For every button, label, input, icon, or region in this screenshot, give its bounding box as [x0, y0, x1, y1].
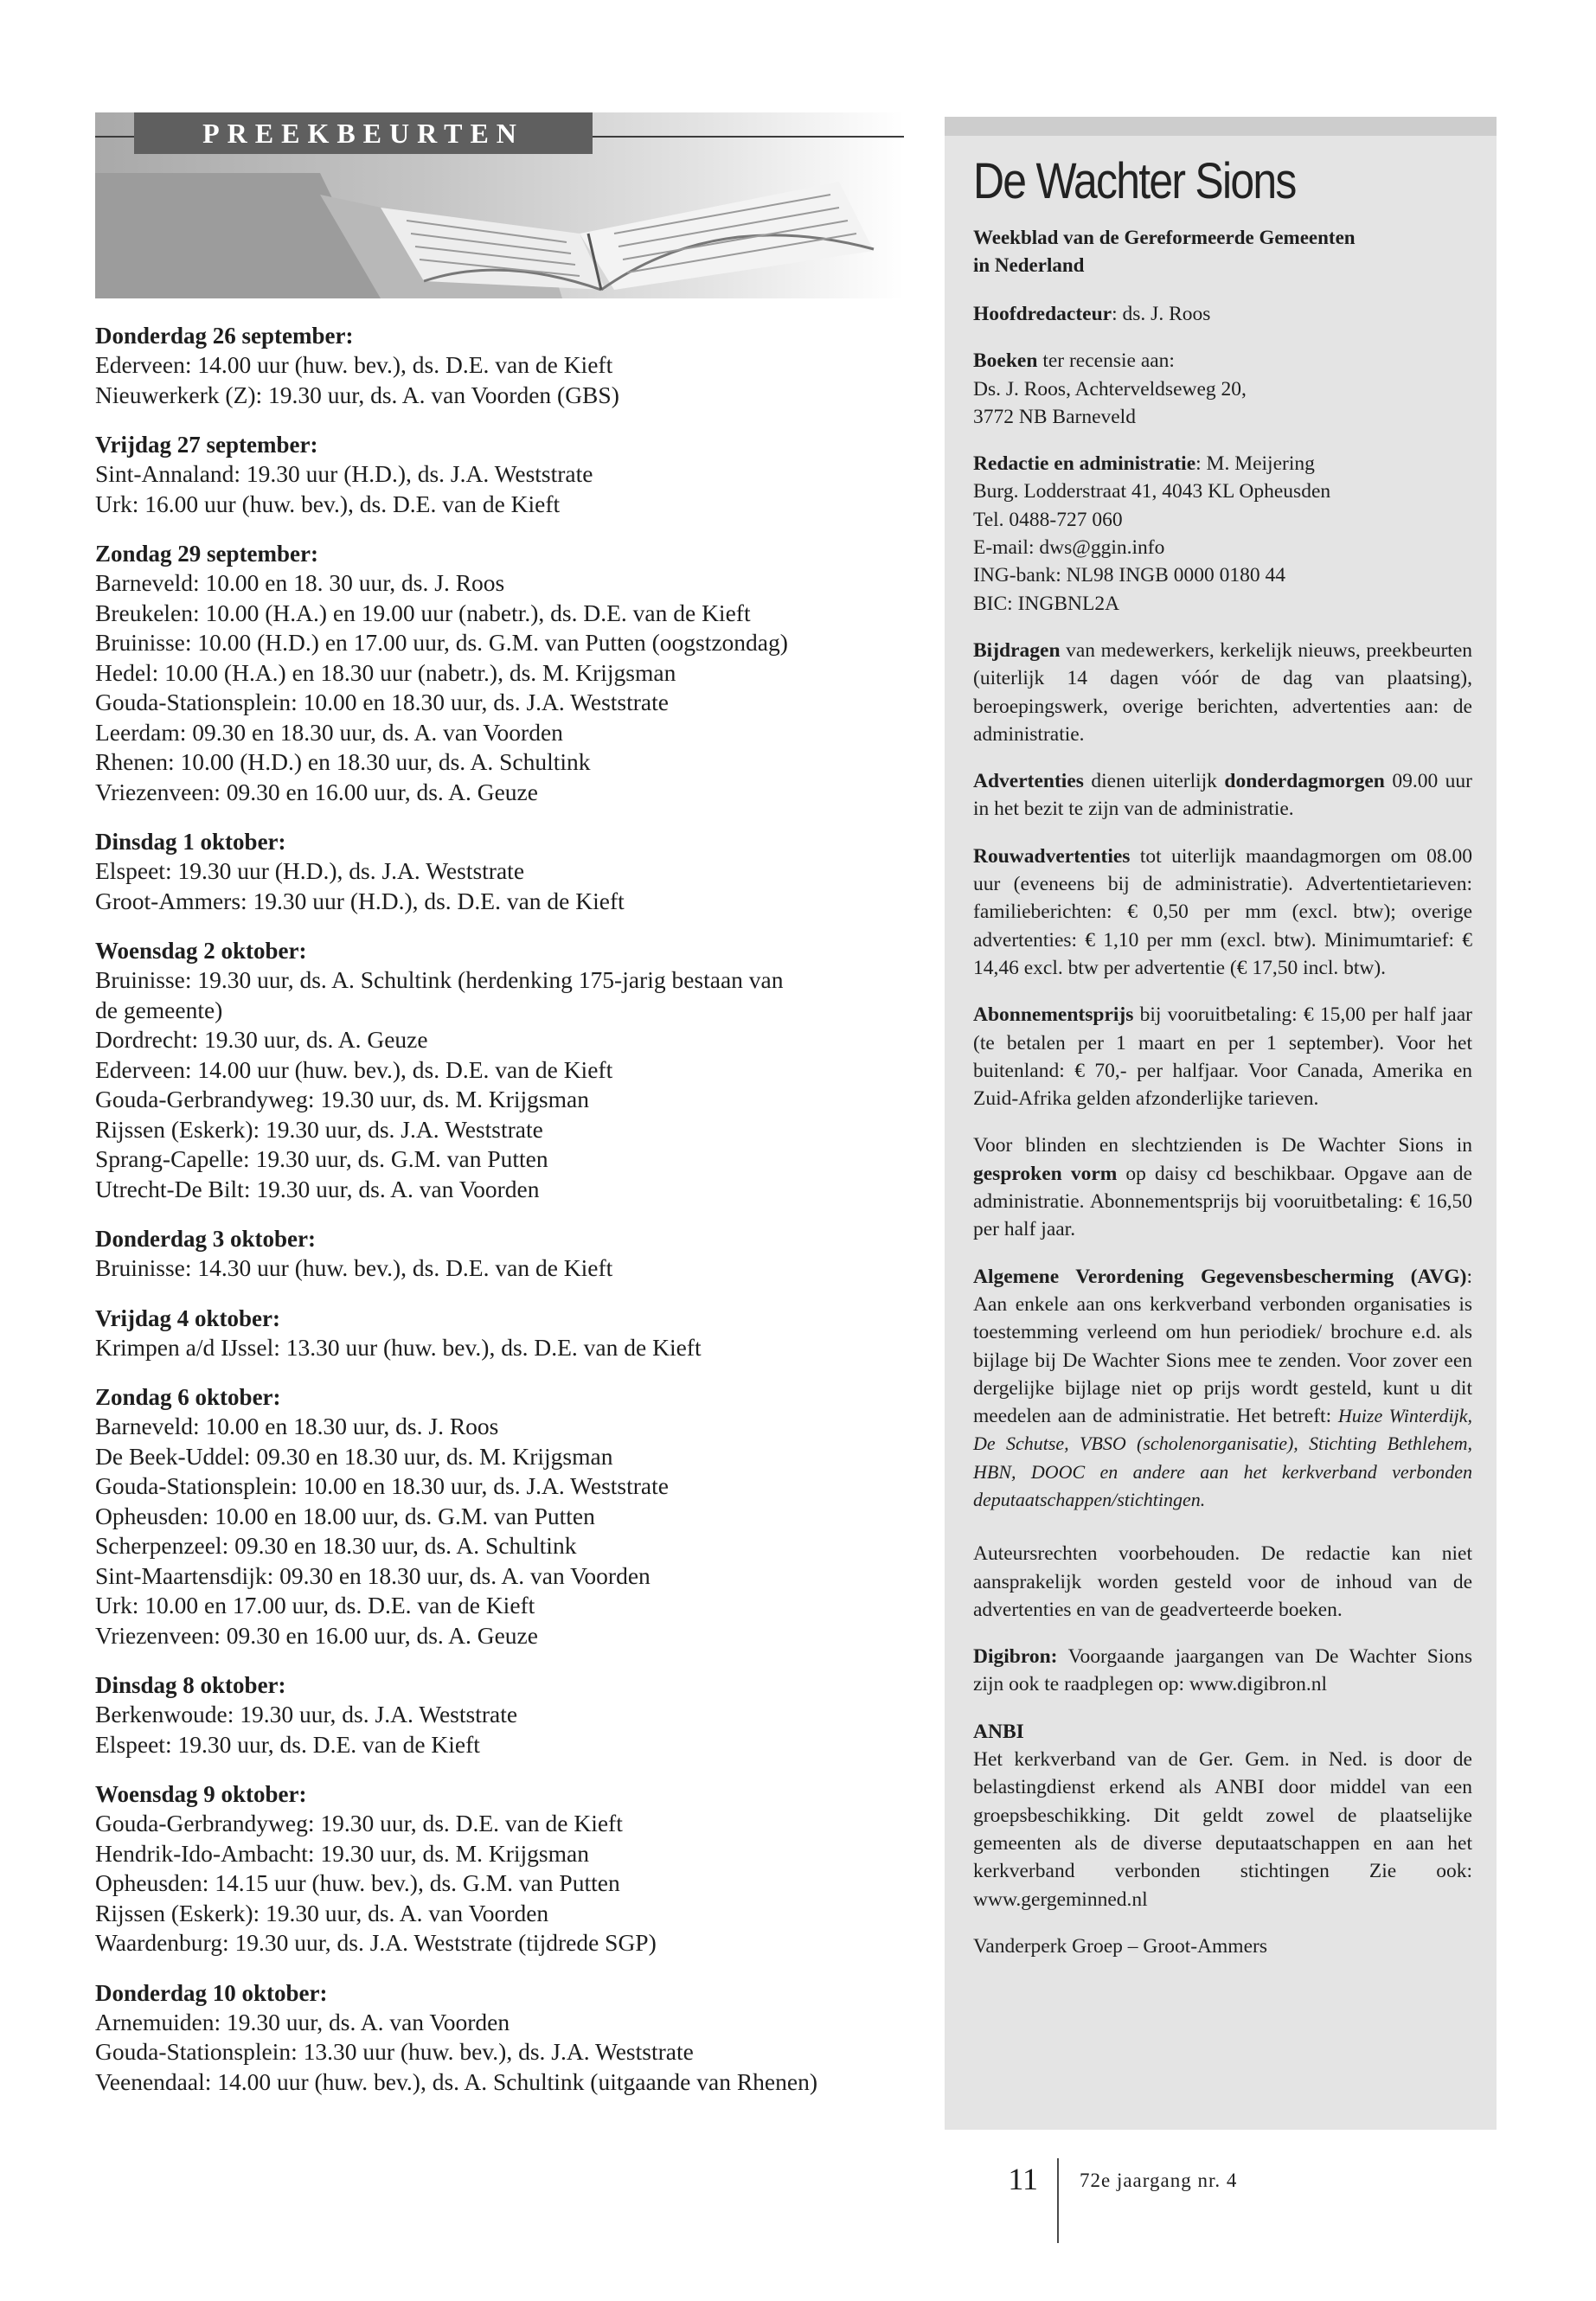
service-line: de gemeente): [95, 996, 223, 1023]
mourning-label: Rouwadvertenties: [973, 844, 1131, 868]
anbi-info: [973, 1718, 1472, 1913]
ads-text-rest: 09.00 uur in het bezit te zijn van de administratie.: [973, 770, 1472, 821]
contributions-label: Bijdragen: [973, 638, 1061, 662]
blind-text: Voor blinden en slechtzienden is De Wachter Sions in: [973, 1134, 1472, 1157]
page-number: 11: [1008, 2162, 1038, 2196]
digibron-text: Voorgaande jaargangen van De Wachter Sions zijn ook te raadplegen op: www.digibron.nl: [973, 1645, 1472, 1696]
services-list: [95, 321, 904, 2097]
editor-name: : ds. J. Roos: [1112, 303, 1211, 325]
service-line: Sint-Maartensdijk: 09.30 en 18.30 uur, ds. A. van Voorden: [95, 1561, 651, 1589]
service-line: De Beek-Uddel: 09.30 en 18.30 uur, ds. M. Krijgsman: [95, 1442, 613, 1470]
books-text: ter recensie aan:: [1037, 349, 1175, 373]
service-line: Hedel: 10.00 (H.A.) en 18.30 uur (nabetr.), ds. M. Krijgsman: [95, 658, 676, 686]
service-day: [95, 1779, 904, 1958]
service-line: Breukelen: 10.00 (H.A.) en 19.00 uur (nabetr.), ds. D.E. van de Kieft: [95, 599, 751, 626]
footer-divider: [1057, 2158, 1059, 2243]
service-line: Gouda-Stationsplein: 10.00 en 18.30 uur, ds. J.A. Weststrate: [95, 1472, 669, 1499]
admin-label: Redactie en administratie: [973, 452, 1196, 476]
masthead-title: De Wachter Sions: [973, 153, 1296, 209]
service-day: [95, 936, 904, 1204]
service-line: Rijssen (Eskerk): 19.30 uur, ds. J.A. Weststrate: [95, 1115, 543, 1143]
admin-address: Burg. Lodderstraat 41, 4043 KL Opheusden: [973, 480, 1331, 503]
printer-info: Vanderperk Groep – Groot-Ammers: [973, 1934, 1267, 1958]
subscription-label: Abonnementsprijs: [973, 1003, 1134, 1027]
service-day: [95, 827, 904, 916]
editor-label: Hoofdredacteur: [973, 303, 1112, 325]
service-line: Elspeet: 19.30 uur (H.D.), ds. J.A. Weststrate: [95, 857, 525, 884]
digibron-info: [973, 1643, 1472, 1699]
preekbeurten-column: [95, 112, 904, 2117]
service-day: [95, 539, 904, 807]
blind-info: [973, 1131, 1472, 1243]
service-line: Rijssen (Eskerk): 19.30 uur, ds. A. van Voorden: [95, 1899, 549, 1926]
service-line: Barneveld: 10.00 en 18.30 uur, ds. J. Roos: [95, 1413, 499, 1439]
service-line: Gouda-Stationsplein: 10.00 en 18.30 uur, ds. J.A. Weststrate: [95, 689, 669, 715]
service-line: Utrecht-De Bilt: 19.30 uur, ds. A. van Voorden: [95, 1175, 540, 1202]
books-address-2: 3772 NB Barneveld: [973, 405, 1136, 428]
service-day: [95, 1382, 904, 1650]
admin-bic: BIC: INGBNL2A: [973, 592, 1120, 615]
service-line: Arnemuiden: 19.30 uur, ds. A. van Voorden: [95, 2008, 510, 2035]
day-heading: Vrijdag 4 oktober:: [95, 1304, 280, 1331]
service-line: Gouda-Stationsplein: 13.30 uur (huw. bev.), ds. J.A. Weststrate: [95, 2038, 694, 2065]
admin-bank: ING-bank: NL98 INGB 0000 0180 44: [973, 564, 1285, 587]
service-line: Ederveen: 14.00 uur (huw. bev.), ds. D.E. van de Kieft: [95, 1055, 613, 1083]
volume-info: 72e jaargang nr. 4: [1080, 2170, 1238, 2191]
ads-deadline: donderdagmorgen: [1224, 770, 1385, 793]
avg-info: [973, 1263, 1472, 1515]
copyright-info: Auteursrechten voorbehouden. De redactie kan niet aansprakelijk worden gesteld voor de inhoud van de advertenties en van de geadverteerde boeken.: [973, 1542, 1472, 1621]
service-line: Leerdam: 09.30 en 18.30 uur, ds. A. van Voorden: [95, 718, 563, 746]
books-address-1: Ds. J. Roos, Achterveldseweg 20,: [973, 377, 1247, 401]
subtitle-line: in Nederland: [973, 254, 1085, 276]
avg-label: Algemene Verordening Gegevensbescherming (AVG): [973, 1265, 1467, 1288]
service-day: [95, 1224, 904, 1284]
masthead-subtitle: [973, 224, 1472, 279]
admin-info: [973, 450, 1472, 618]
day-heading: Donderdag 3 oktober:: [95, 1226, 316, 1252]
service-line: Veenendaal: 14.00 uur (huw. bev.), ds. A. Schultink (uitgaande van Rhenen): [95, 2067, 817, 2095]
subtitle-line: Weekblad van de Gereformeerde Gemeenten: [973, 227, 1356, 248]
service-line: Krimpen a/d IJssel: 13.30 uur (huw. bev.), ds. D.E. van de Kieft: [95, 1333, 702, 1361]
colophon-box: [945, 117, 1497, 2130]
day-heading: Zondag 29 september:: [95, 541, 318, 567]
day-heading: Donderdag 26 september:: [95, 323, 354, 349]
avg-organisations: Huize Winterdijk, De Schutse, VBSO (scholenorganisatie), Stichting Bethlehem, HBN, DOOC en andere aan het kerkverband verbonden deputaatschappen/stichtingen.: [973, 1405, 1472, 1510]
service-line: Vriezenveen: 09.30 en 16.00 uur, ds. A. Geuze: [95, 778, 538, 805]
service-line: Urk: 16.00 uur (huw. bev.), ds. D.E. van de Kieft: [95, 490, 561, 517]
service-line: Barneveld: 10.00 en 18. 30 uur, ds. J. Roos: [95, 569, 505, 596]
service-line: Bruinisse: 14.30 uur (huw. bev.), ds. D.E. van de Kieft: [95, 1254, 613, 1281]
anbi-label: ANBI: [973, 1720, 1024, 1743]
service-day: [95, 1670, 904, 1759]
editor-info: [973, 300, 1472, 328]
service-line: Hendrik-Ido-Ambacht: 19.30 uur, ds. M. Krijgsman: [95, 1839, 589, 1867]
anbi-text: Het kerkverband van de Ger. Gem. in Ned. is door de belastingdienst erkend als ANBI door middel van een groepsbeschikking. Dit geldt zowel de plaatselijke gemeenten als de diverse deputaatschappen en aan het kerkverband verbonden stichtingen Zie ook: www.gergeminned.nl: [973, 1748, 1472, 1911]
ads-text: dienen uiterlijk: [1083, 770, 1225, 793]
ads-label: Advertenties: [973, 770, 1084, 793]
books-label: Boeken: [973, 349, 1038, 373]
service-day: [95, 1978, 904, 2098]
service-line: Vriezenveen: 09.30 en 16.00 uur, ds. A. Geuze: [95, 1621, 538, 1649]
service-day: [95, 430, 904, 519]
books-info: [973, 347, 1472, 431]
service-line: Sprang-Capelle: 19.30 uur, ds. G.M. van Putten: [95, 1145, 548, 1172]
service-line: Waardenburg: 19.30 uur, ds. J.A. Weststrate (tijdrede SGP): [95, 1929, 657, 1956]
section-title: PREEKBEURTEN: [134, 112, 593, 154]
day-heading: Dinsdag 8 oktober:: [95, 1672, 286, 1698]
ads-info: [973, 767, 1472, 824]
contributions-info: [973, 637, 1472, 748]
service-line: Gouda-Gerbrandyweg: 19.30 uur, ds. D.E. van de Kieft: [95, 1810, 623, 1836]
blind-bold: gesproken vorm: [973, 1162, 1118, 1185]
service-line: Dordrecht: 19.30 uur, ds. A. Geuze: [95, 1026, 428, 1053]
admin-email[interactable]: E-mail: dws@ggin.info: [973, 536, 1165, 560]
mourning-text: tot uiterlijk maandagmorgen om 08.00 uur (eveneens bij de administratie). Advertentietarieven: familieberichten: € 0,50 per mm (excl. btw); overige advertenties: € 1,10 per mm (excl. btw). Minimumtarief: € 14,46 excl. btw per advertentie (€ 17,50 incl. btw).: [973, 844, 1472, 979]
service-line: Bruinisse: 10.00 (H.D.) en 17.00 uur, ds. G.M. van Putten (oogstzondag): [95, 629, 788, 656]
day-heading: Woensdag 2 oktober:: [95, 938, 307, 964]
service-line: Nieuwerkerk (Z): 19.30 uur, ds. A. van Voorden (GBS): [95, 381, 619, 408]
colophon-top-band: [945, 117, 1497, 136]
service-day: [95, 1304, 904, 1363]
day-heading: Zondag 6 oktober:: [95, 1384, 281, 1410]
day-heading: Vrijdag 27 september:: [95, 432, 318, 458]
service-line: Gouda-Gerbrandyweg: 19.30 uur, ds. M. Krijgsman: [95, 1086, 589, 1112]
mourning-ads-info: [973, 843, 1472, 982]
day-heading: Donderdag 10 oktober:: [95, 1979, 328, 2006]
contributions-text: van medewerkers, kerkelijk nieuws, preekbeurten (uiterlijk 14 dagen vóór de dag van plaatsing), beroepingswerk, overige berichten, advertenties aan: de administratie.: [973, 638, 1472, 746]
section-banner: [95, 112, 904, 298]
service-line: Berkenwoude: 19.30 uur, ds. J.A. Weststrate: [95, 1701, 518, 1727]
service-line: Scherpenzeel: 09.30 en 18.30 uur, ds. A. Schultink: [95, 1532, 577, 1559]
service-line: Ederveen: 14.00 uur (huw. bev.), ds. D.E. van de Kieft: [95, 351, 613, 378]
admin-name: : M. Meijering: [1195, 452, 1315, 476]
service-line: Urk: 10.00 en 17.00 uur, ds. D.E. van de Kieft: [95, 1592, 535, 1618]
service-line: Opheusden: 14.15 uur (huw. bev.), ds. G.M. van Putten: [95, 1869, 620, 1896]
avg-text: : Aan enkele aan ons kerkverband verbonden organisaties is toestemming verleend om hun periodiek/ brochure e.d. als bijlage bij De Wachter Sions mee te zenden. Voor zover een dergelijke bijlage niet op prijs wordt gesteld, kunt u dit meedelen aan de administratie. Het betreft:: [973, 1265, 1472, 1428]
blind-text-rest: op daisy cd beschikbaar. Opgave aan de administratie. Abonnementsprijs bij vooruitbetaling: € 16,50 per half jaar.: [973, 1162, 1472, 1241]
subscription-text: bij vooruitbetaling: € 15,00 per half jaar (te betalen per 1 maart en per 1 september). Voor het buitenland: € 70,- per halfjaar. Voor Canada, Amerika en Zuid-Afrika gelden afzonderlijke tarieven.: [973, 1003, 1472, 1111]
digibron-label: Digibron:: [973, 1645, 1058, 1669]
service-day: [95, 321, 904, 410]
service-line: Bruinisse: 19.30 uur, ds. A. Schultink (herdenking 175-jarig bestaan van: [95, 966, 784, 993]
day-heading: Dinsdag 1 oktober:: [95, 829, 286, 855]
service-line: Opheusden: 10.00 en 18.00 uur, ds. G.M. van Putten: [95, 1502, 595, 1529]
admin-phone: Tel. 0488-727 060: [973, 508, 1123, 531]
service-line: Groot-Ammers: 19.30 uur (H.D.), ds. D.E. van de Kieft: [95, 887, 625, 914]
day-heading: Woensdag 9 oktober:: [95, 1781, 307, 1807]
service-line: Elspeet: 19.30 uur, ds. D.E. van de Kieft: [95, 1730, 480, 1758]
service-line: Sint-Annaland: 19.30 uur (H.D.), ds. J.A. Weststrate: [95, 460, 593, 487]
subscription-info: [973, 1001, 1472, 1112]
service-line: Rhenen: 10.00 (H.D.) en 18.30 uur, ds. A. Schultink: [95, 748, 591, 775]
